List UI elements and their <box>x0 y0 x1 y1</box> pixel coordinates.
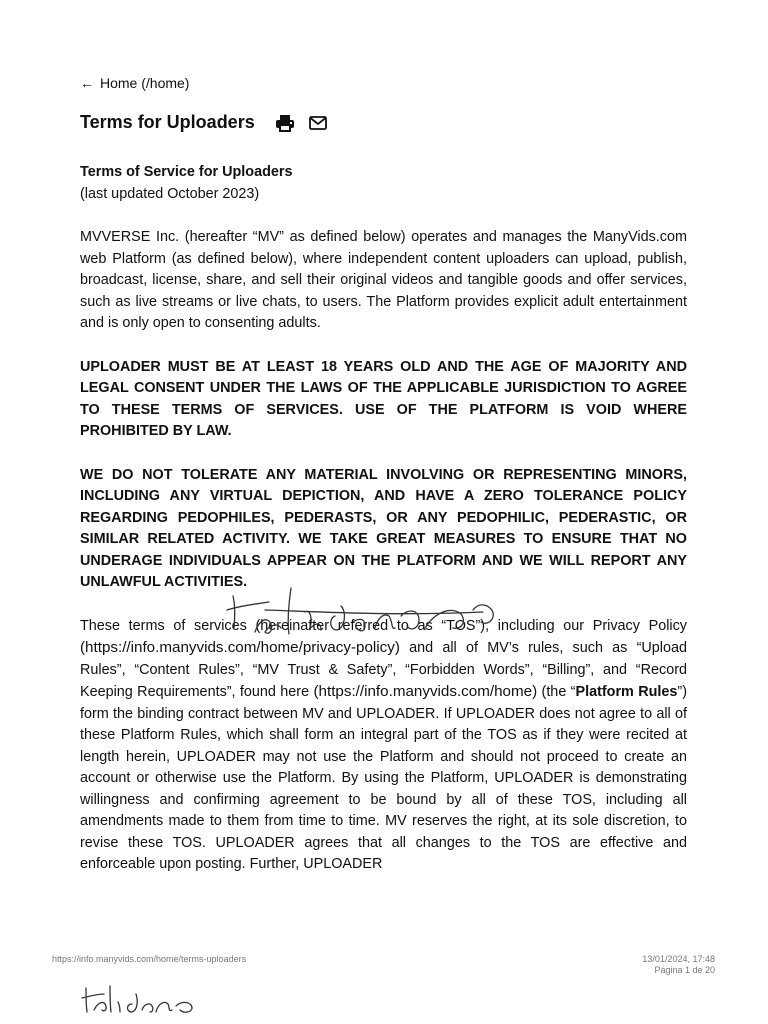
privacy-policy-link[interactable]: (https://info.manyvids.com/home/privacy-policy) <box>80 639 400 656</box>
tos-text-part-b: and all of MV’s rules, such as “Upload Rules”, “Content Rules”, “MV Trust & Safety”, “Forbidden Words”, “Billing”, and “Record Keeping Requirements”, found here <box>80 640 687 700</box>
printer-icon[interactable] <box>275 114 295 132</box>
tos-text-part-d: ”) form the binding contract between MV and UPLOADER. If UPLOADER does not agree to all of these Platform Rules, which shall form an integral part of the TOS as if they were recited at length herein, UPLOADER may not use the Platform and should not proceed to create an account or otherwise use the Platform. By using the Platform, UPLOADER is demonstrating willingness and confirming agreement to be bound by all of these TOS, including all amendments made to them from time to time. MV reserves the right, at its sole discretion, to revise these TOS. UPLOADER agrees that all changes to the TOS are effective and enforceable upon posting. Further, UPLOADER <box>80 684 688 872</box>
handwritten-signature-icon <box>225 582 525 647</box>
intro-block <box>80 162 687 205</box>
paragraph-intro: MVVERSE Inc. (hereafter “MV” as defined below) operates and manages the ManyVids.com web Platform (as defined below), where independent content uploaders can upload, publish, broadcast, license, share, and sell their original videos and tangible goods and offer services, such as live streams or live chats, to users. The Platform provides explicit adult entertainment and is only open to consenting adults. <box>80 229 687 331</box>
back-arrow-icon: ← <box>80 75 94 91</box>
footer-page-number: Página 1 de 20 <box>654 965 715 975</box>
envelope-icon[interactable] <box>309 116 327 130</box>
footer-meta <box>642 954 715 976</box>
page-title: Terms for Uploaders <box>80 112 255 132</box>
platform-rules-link[interactable]: (https://info.manyvids.com/home) <box>313 683 538 700</box>
handwritten-signature-icon <box>80 980 200 1021</box>
back-link-label: Home (/home) <box>100 75 190 91</box>
document-heading: Terms of Service for Uploaders <box>80 164 293 180</box>
tos-text-part-a: These terms of services (hereinafter referred to as “TOS”), including our Privacy Policy <box>80 617 687 634</box>
terms-content <box>80 162 687 898</box>
back-home-link[interactable] <box>80 75 189 91</box>
last-updated: (last updated October 2023) <box>80 185 260 202</box>
tos-text-part-c: (the “ <box>537 684 576 700</box>
platform-rules-term: Platform Rules <box>575 684 678 700</box>
title-row <box>80 112 327 133</box>
footer-datetime: 13/01/2024, 17:48 <box>642 954 715 964</box>
paragraph-tos-binding <box>80 616 687 876</box>
paragraph-minors-policy: WE DO NOT TOLERATE ANY MATERIAL INVOLVING OR REPRESENTING MINORS, INCLUDING ANY VIRTUAL DEPICTION, AND HAVE A ZERO TOLERANCE POLICY REGARDING PEDOPHILES, PEDERASTS, OR ANY PEDOPHILIC, PEDERASTIC, OR SIMILAR RELATED ACTIVITY. WE TAKE GREAT MEASURES TO ENSURE THAT NO UNDERAGE INDIVIDUALS APPEAR ON THE PLATFORM AND WE WILL REPORT ANY UNLAWFUL ACTIVITIES. <box>80 466 687 590</box>
footer-url: https://info.manyvids.com/home/terms-uploaders <box>52 954 247 964</box>
paragraph-age-requirement: UPLOADER MUST BE AT LEAST 18 YEARS OLD AND THE AGE OF MAJORITY AND LEGAL CONSENT UNDER THE LAWS OF THE APPLICABLE JURISDICTION TO AGREE TO THESE TERMS OF SERVICES. USE OF THE PLATFORM IS VOID WHERE PROHIBITED BY LAW. <box>80 358 687 439</box>
